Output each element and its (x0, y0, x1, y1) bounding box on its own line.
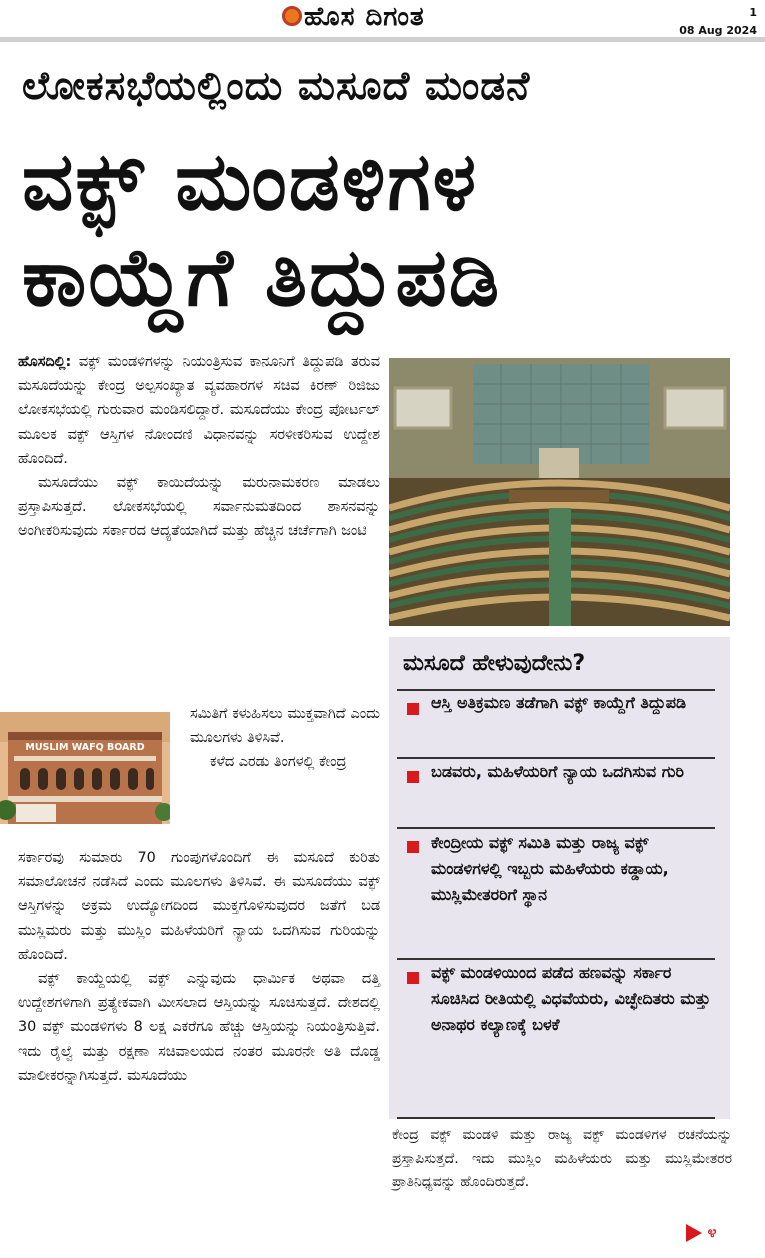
bill-highlights-box (389, 637, 730, 1119)
article-paragraph-4: ವಕ್ಫ್ ಕಾಯ್ದೆಯಲ್ಲಿ ವಕ್ಫ್ ಎನ್ನುವುದು ಧಾರ್ಮಿಕ ಅಥವಾ ದತ್ತಿ ಉದ್ದೇಶಗಳಿಗಾಗಿ ಪ್ರತ್ಯೇಕವಾಗಿ ಮೀಸಲಾದ ಆಸ್ತಿಯನ್ನು ಸೂಚಿಸುತ್ತದೆ. ದೇಶದಲ್ಲಿ 30 ವಕ್ಫ್ ಮಂಡಳಿಗಳು 8 ಲಕ್ಷ ಎಕರೆಗೂ ಹೆಚ್ಚು ಆಸ್ತಿಯನ್ನು ನಿಯಂತ್ರಿಸುತ್ತಿವೆ. ಇದು ರೈಲ್ವೆ ಮತ್ತು ರಕ್ಷಣಾ ಸಚಿವಾಲಯದ ನಂತರ ಮೂರನೇ ಅತಿ ದೊಡ್ಡ ಮಾಲೀಕರನ್ನಾಗಿಸುತ್ತದೆ. ಮಸೂದೆಯು (18, 971, 380, 1084)
headline-line-2: ಕಾಯ್ದೆಗೆ ತಿದ್ದುಪಡಿ (22, 231, 502, 324)
article-column-1-wrap (190, 702, 380, 775)
article-paragraph-3-start: ಕಳೆದ ಎರಡು ತಿಂಗಳಲ್ಲಿ ಕೇಂದ್ರ (210, 754, 347, 771)
masthead-divider (0, 37, 765, 42)
article-paragraph-3: ಸರ್ಕಾರವು ಸುಮಾರು 70 ಗುಂಪುಗಳೊಂದಿಗೆ ಈ ಮಸೂದೆ ಕುರಿತು ಸಮಾಲೋಚನೆ ನಡೆಸಿದೆ ಎಂದು ಮೂಲಗಳು ತಿಳಿಸಿವೆ. ಈ ಮಸೂದೆಯು ವಕ್ಫ್ ಆಸ್ತಿಗಳನ್ನು ಅಕ್ರಮ ಉದ್ಯೋಗದಿಂದ ಮುಕ್ತಗೊಳಿಸುವುದರ ಜತೆಗೆ ಬಡ ಮುಸ್ಲಿಮರು ಮತ್ತು ಮುಸ್ಲಿಂ ಮಹಿಳೆಯರಿಗೆ ನ್ಯಾಯ ಒದಗಿಸುವ ಗುರಿಯನ್ನು ಹೊಂದಿದೆ. (18, 850, 380, 963)
article-paragraph-2-continued: ಸಮಿತಿಗೆ ಕಳುಹಿಸಲು ಮುಕ್ತವಾಗಿದೆ ಎಂದು ಮೂಲಗಳು ತಿಳಿಸಿವೆ. (190, 706, 380, 747)
article-column-1-top (18, 350, 380, 544)
headline-line-1: ವಕ್ಫ್ ಮಂಡಳಿಗಳ (22, 135, 479, 228)
masthead (0, 0, 765, 36)
highlight-item-3: ಕೇಂದ್ರೀಯ ವಕ್ಫ್ ಸಮಿತಿ ಮತ್ತು ರಾಜ್ಯ ವಕ್ಫ್ ಮಂಡಳಿಗಳಲ್ಲಿ ಇಬ್ಬರು ಮಹಿಳೆಯರು ಕಡ್ಡಾಯ, ಮುಸ್ಲಿಮೇತರರಿಗೆ ಸ್ಥಾನ (431, 833, 669, 904)
red-square-bullet-icon (407, 841, 419, 853)
continue-arrow-icon (686, 1224, 702, 1242)
waqf-board-photo (0, 712, 170, 824)
box-divider (397, 827, 715, 829)
waqf-building-illustration (0, 712, 170, 824)
paragraph-1-text: ವಕ್ಫ್ ಮಂಡಳಿಗಳನ್ನು ನಿಯಂತ್ರಿಸುವ ಕಾನೂನಿಗೆ ತಿದ್ದುಪಡಿ ತರುವ ಮಸೂದೆಯನ್ನು ಕೇಂದ್ರ ಅಲ್ಪಸಂಖ್ಯಾತ ವ್ಯವಹಾರಗಳ ಸಚಿವ ಕಿರಣ್ ರಿಜಿಜು ಲೋಕಸಭೆಯಲ್ಲಿ ಗುರುವಾರ ಮಂಡಿಸಲಿದ್ದಾರೆ. ಮಸೂದೆಯು ಕೇಂದ್ರ ಪೋರ್ಟಲ್ ಮೂಲಕ ವಕ್ಫ್ ಆಸ್ತಿಗಳ ನೋಂದಣಿ ವಿಧಾನವನ್ನು ಸರಳೀಕರಿಸುವ ಉದ್ದೇಶ ಹೊಂದಿದೆ. (18, 354, 380, 467)
logo-text: ಹೊಸ ದಿಗಂತ (304, 2, 425, 32)
highlight-item-4: ವಕ್ಫ್ ಮಂಡಳಿಯಿಂದ ಪಡೆದ ಹಣವನ್ನು ಸರ್ಕಾರ ಸೂಚಿಸಿದ ರೀತಿಯಲ್ಲಿ ವಿಧವೆಯರು, ವಿಚ್ಛೇದಿತರು ಮತ್ತು ಅನಾಥರ ಕಲ್ಯಾಣಕ್ಕೆ ಬಳಕೆ (431, 963, 711, 1034)
continued-on-page[interactable] (686, 1222, 717, 1242)
continued-page-number: ೪ (707, 1222, 717, 1241)
headline-kicker: ಲೋಕಸಭೆಯಲ್ಲಿಂದು ಮಸೂದೆ ಮಂಡನೆ (22, 64, 531, 109)
highlight-item-1: ಆಸ್ತಿ ಅತಿಕ್ರಮಣ ತಡೆಗಾಗಿ ವಕ್ಫ್ ಕಾಯ್ದೆಗೆ ತಿದ್ದುಪಡಿ (431, 693, 687, 712)
parliament-chamber-illustration (389, 358, 730, 626)
page-number: 1 (749, 6, 757, 19)
red-square-bullet-icon (407, 703, 419, 715)
newspaper-logo[interactable] (282, 2, 425, 33)
board-sign-text: MUSLIM WAFQ BOARD (25, 742, 145, 753)
highlight-item-2: ಬಡವರು, ಮಹಿಳೆಯರಿಗೆ ನ್ಯಾಯ ಒದಗಿಸುವ ಗುರಿ (431, 762, 684, 781)
red-square-bullet-icon (407, 972, 419, 984)
article-paragraph-5: ಕೇಂದ್ರ ವಕ್ಫ್ ಮಂಡಳಿ ಮತ್ತು ರಾಜ್ಯ ವಕ್ಫ್ ಮಂಡಳಿಗಳ ರಚನೆಯನ್ನು ಪ್ರಸ್ತಾಪಿಸುತ್ತದೆ. ಇದು ಮುಸ್ಲಿಂ ಮಹಿಳೆಯರು ಮತ್ತು ಮುಸ್ಲಿಮೇತರರ ಪ್ರಾತಿನಿಧ್ಯವನ್ನು ಹೊಂದಿರುತ್ತದೆ. (392, 1127, 732, 1190)
sun-logo-icon (282, 6, 302, 26)
bill-highlights-title: ಮಸೂದೆ ಹೇಳುವುದೇನು? (403, 651, 586, 676)
article-column-2-bottom (392, 1124, 732, 1195)
edition-date: 08 Aug 2024 (679, 24, 757, 37)
dateline: ಹೊಸದಿಲ್ಲಿ: (18, 354, 72, 370)
red-square-bullet-icon (407, 771, 419, 783)
lok-sabha-photo (389, 358, 730, 626)
article-paragraph-1 (18, 350, 380, 471)
article-paragraph-2: ಮಸೂದೆಯು ವಕ್ಫ್ ಕಾಯಿದೆಯನ್ನು ಮರುನಾಮಕರಣ ಮಾಡಲು ಪ್ರಸ್ತಾಪಿಸುತ್ತದೆ. ಲೋಕಸಭೆಯಲ್ಲಿ ಸರ್ವಾನುಮತದಿಂದ ಶಾಸನವನ್ನು ಅಂಗೀಕರಿಸುವುದು ಸರ್ಕಾರದ ಆದ್ಯತೆಯಾಗಿದೆ ಮತ್ತು ಹೆಚ್ಚಿನ ಚರ್ಚೆಗಾಗಿ ಜಂಟಿ (18, 475, 380, 540)
box-divider (397, 1117, 715, 1119)
article-column-1-bottom (18, 846, 380, 1088)
